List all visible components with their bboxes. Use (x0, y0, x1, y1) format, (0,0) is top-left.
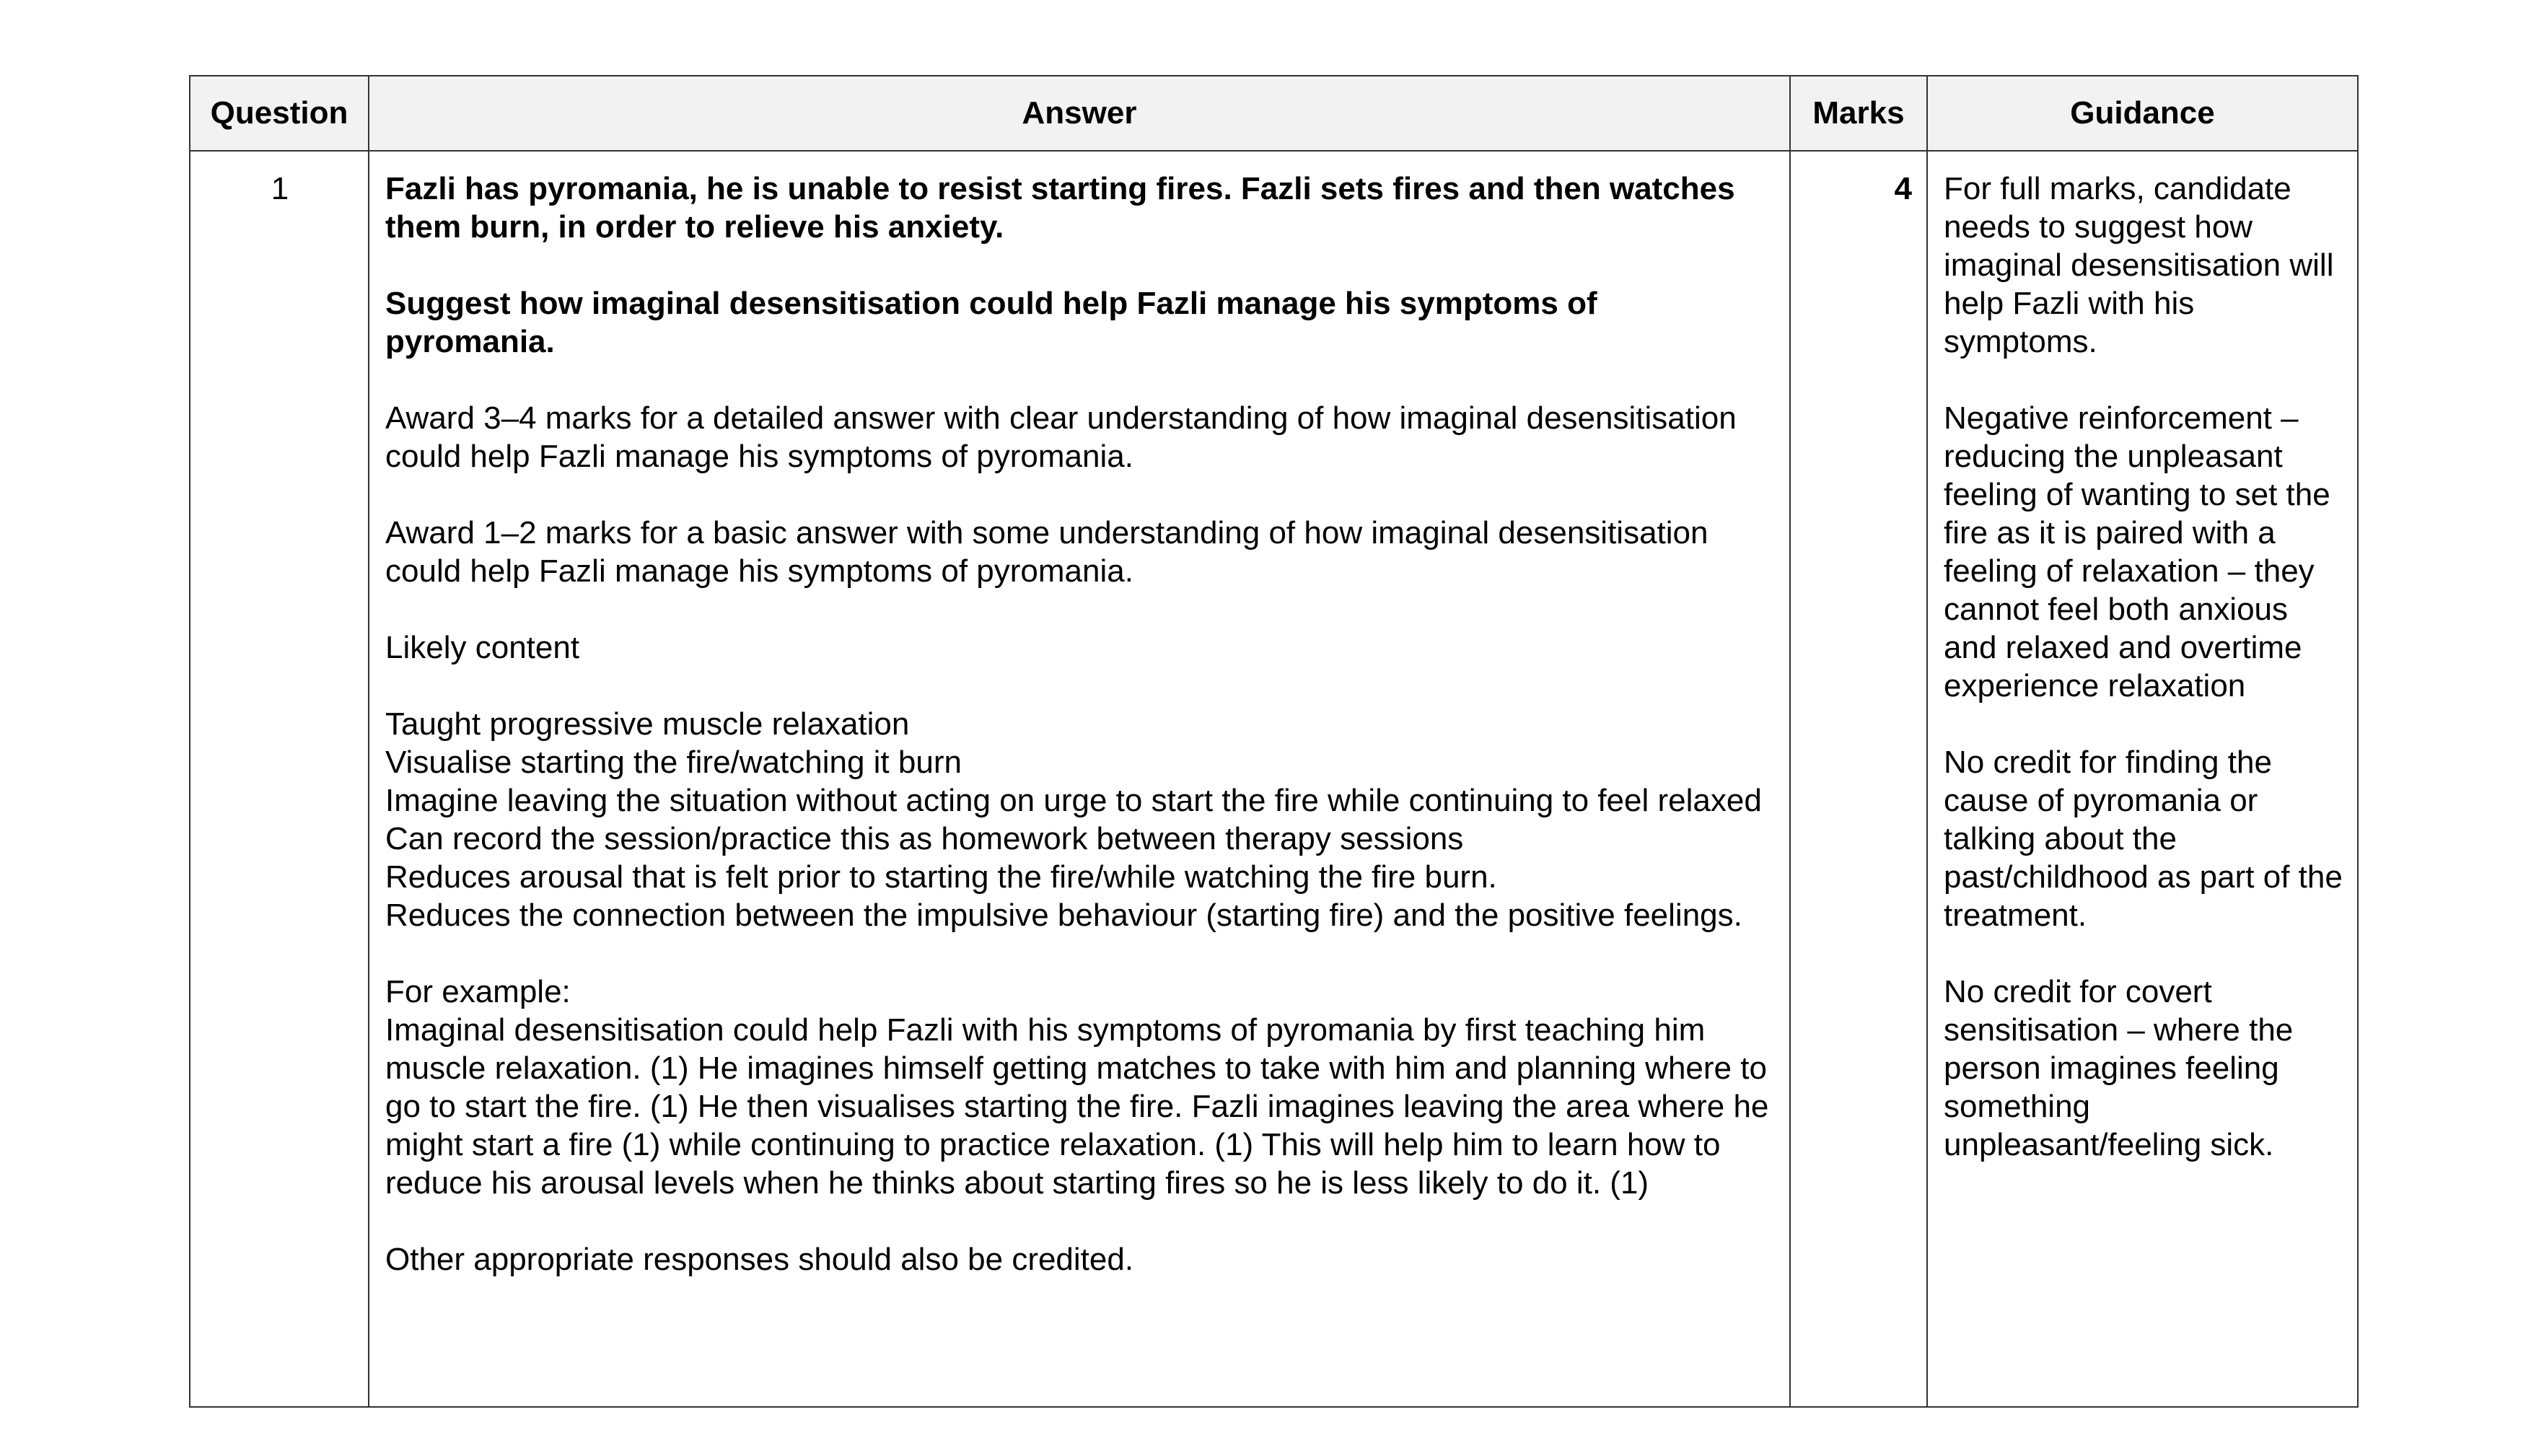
likely-content-item: Taught progressive muscle relaxation (385, 706, 910, 742)
mark-scheme-table (189, 75, 2359, 1408)
likely-content-list (385, 705, 1775, 934)
marks-value: 4 (1790, 151, 1927, 1407)
table-body (190, 151, 2358, 1407)
award-low-band: Award 1–2 marks for a basic answer with some understanding of how imaginal desensitisation could help Fazli manage his symptoms of pyromania. (385, 515, 1708, 589)
likely-content-item: Reduces the connection between the impulsive behaviour (starting fire) and the positive feelings. (385, 898, 1742, 933)
guidance-note: No credit for finding the cause of pyromania or talking about the past/childhood as part of the treatment. (1944, 745, 2343, 933)
example-text: Imaginal desensitisation could help Fazli with his symptoms of pyromania by first teaching him muscle relaxation. (1) He imagines himself getting matches to take with him and planning where to go to start the fire. (1) He then visualises starting the fire. Fazli imagines leaving the area where he might start a fire (1) while continuing to practice relaxation. (1) This will help him to learn how to reduce his arousal levels when he thinks about starting fires so he is less likely to do it. (1) (385, 1012, 1769, 1201)
guidance-note: Negative reinforcement – reducing the unpleasant feeling of wanting to set the fire as it is paired with a feeling of relaxation – they cannot feel both anxious and relaxed and overtime experience relaxation (1944, 400, 2330, 703)
header-question: Question (190, 76, 369, 151)
likely-content-item: Visualise starting the fire/watching it burn (385, 745, 962, 780)
other-responses-note: Other appropriate responses should also be credited. (385, 1242, 1134, 1277)
question-stimulus: Fazli has pyromania, he is unable to resist starting fires. Fazli sets fires and then watches them burn, in order to relieve his anxiety. (385, 171, 1735, 245)
likely-content-item: Imagine leaving the situation without acting on urge to start the fire while continuing to feel relaxed (385, 783, 1762, 818)
header-marks: Marks (1790, 76, 1927, 151)
question-task: Suggest how imaginal desensitisation could help Fazli manage his symptoms of pyromania. (385, 286, 1597, 359)
header-row (190, 76, 2358, 151)
question-number: 1 (190, 151, 369, 1407)
table-row (190, 151, 2358, 1407)
guidance-note: No credit for covert sensitisation – where the person imagines feeling something unpleasant/feeling sick. (1944, 974, 2294, 1162)
likely-content-heading: Likely content (385, 630, 580, 665)
likely-content-item: Can record the session/practice this as homework between therapy sessions (385, 821, 1464, 856)
award-high-band: Award 3–4 marks for a detailed answer with clear understanding of how imaginal desensitisation could help Fazli manage his symptoms of pyromania. (385, 400, 1737, 474)
table-header (190, 76, 2358, 151)
example-heading: For example: (385, 974, 571, 1009)
likely-content-item: Reduces arousal that is felt prior to starting the fire/while watching the fire burn. (385, 859, 1497, 895)
guidance-note: For full marks, candidate needs to suggest how imaginal desensitisation will help Fazli with his symptoms. (1944, 171, 2334, 359)
example-answer (385, 973, 1775, 1202)
header-answer: Answer (369, 76, 1790, 151)
guidance-cell (1927, 151, 2358, 1407)
answer-cell (369, 151, 1790, 1407)
header-guidance: Guidance (1927, 76, 2358, 151)
